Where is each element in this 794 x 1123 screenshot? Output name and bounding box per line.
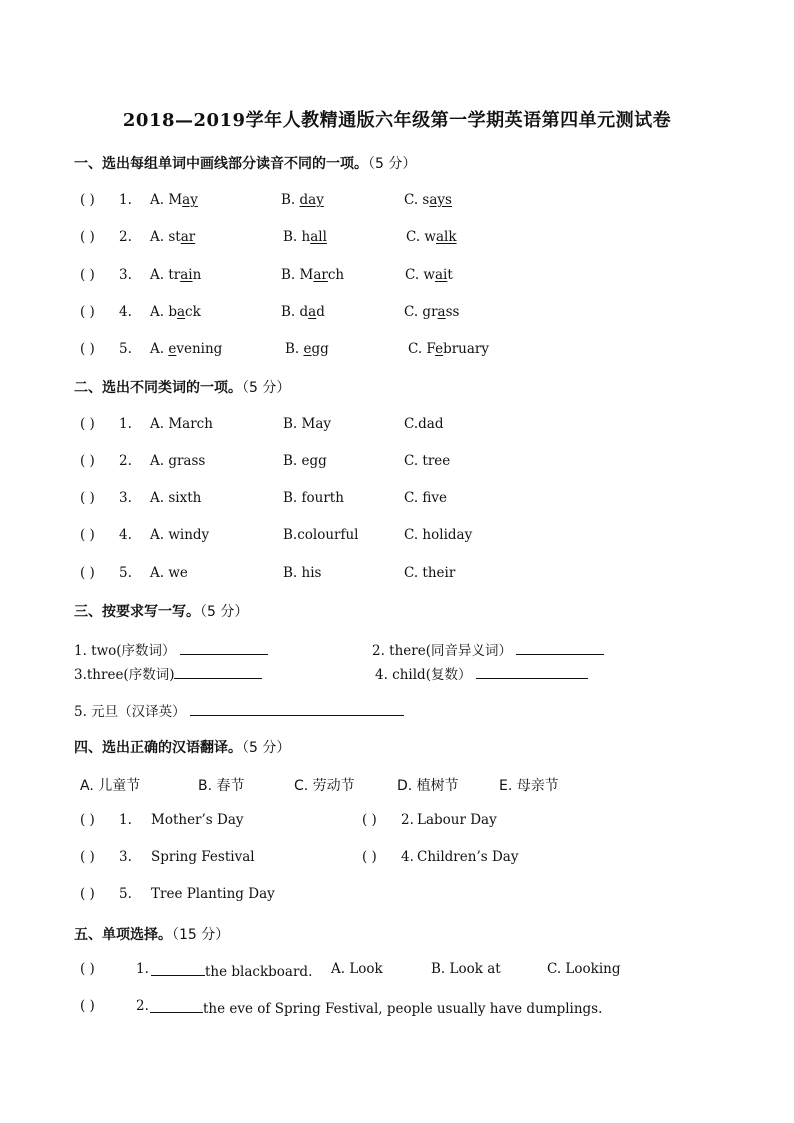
answer-bracket[interactable]: ( ) — [80, 267, 95, 283]
fill-question-3: 3.three(序数词) — [74, 663, 262, 683]
option-a: A. star — [150, 229, 196, 245]
answer-bracket[interactable]: ( ) — [80, 453, 95, 469]
fill-question-2: 2. there(同音异义词） — [372, 639, 604, 659]
answer-blank-2[interactable] — [516, 640, 604, 655]
option-c: C. says — [404, 192, 452, 208]
underlined-letters: a — [308, 304, 317, 320]
option-a: A. evening — [150, 341, 223, 357]
option-c: C.dad — [404, 416, 444, 432]
translation-option-c: C. 劳动节 — [294, 778, 355, 794]
answer-bracket[interactable]: ( ) — [80, 849, 95, 865]
answer-bracket[interactable]: ( ) — [80, 998, 95, 1014]
section-1-heading: 一、选出每组单词中画线部分读音不同的一项。（5 分） — [74, 156, 417, 172]
option-b: B. May — [283, 416, 332, 432]
option-c: C. holiday — [404, 527, 473, 543]
option-b: B. egg — [283, 453, 327, 469]
underlined-letters: ai — [435, 267, 448, 283]
answer-bracket[interactable]: ( ) — [80, 304, 95, 320]
section-5-heading: 五、单项选择。（15 分） — [74, 927, 230, 943]
option-c: C. their — [404, 565, 456, 581]
answer-bracket[interactable]: ( ) — [80, 416, 95, 432]
underlined-letters: ays — [429, 192, 452, 208]
answer-bracket[interactable]: ( ) — [362, 849, 377, 865]
option-a: A. we — [150, 565, 188, 581]
underlined-letters: e — [168, 341, 177, 357]
option-a: A. May — [150, 192, 198, 208]
option-a: A. train — [150, 267, 202, 283]
answer-blank-3[interactable] — [174, 664, 262, 679]
option-c: C. tree — [404, 453, 451, 469]
translation-option-a: A. 儿童节 — [80, 778, 141, 794]
underlined-letters: a — [437, 304, 446, 320]
option-b: B.colourful — [283, 527, 359, 543]
answer-bracket[interactable]: ( ) — [80, 886, 95, 902]
underlined-letters: e — [435, 341, 444, 357]
fill-question-5: 5. 元旦（汉译英） — [74, 700, 404, 720]
translation-option-b: B. 春节 — [198, 778, 245, 794]
option-a: A. windy — [150, 527, 210, 543]
option-a: A. grass — [150, 453, 206, 469]
option-b: B. day — [281, 192, 324, 208]
answer-bracket[interactable]: ( ) — [80, 812, 95, 828]
answer-bracket[interactable]: ( ) — [80, 527, 95, 543]
underlined-letters: ar — [313, 267, 328, 283]
page-title: 2018—2019学年人教精通版六年级第一学期英语第四单元测试卷 — [122, 110, 672, 131]
option-c: C. February — [408, 341, 489, 357]
underlined-letters: e — [303, 341, 312, 357]
option-a: A. back — [150, 304, 201, 320]
section-2-heading: 二、选出不同类词的一项。（5 分） — [74, 380, 291, 396]
option-a: A. March — [150, 416, 213, 432]
underlined-letters: ai — [180, 267, 193, 283]
underlined-letters: ar — [180, 229, 196, 245]
option-b: B. egg — [285, 341, 329, 357]
option-c: C. grass — [404, 304, 460, 320]
fill-question-1: 1. two(序数词） — [74, 639, 268, 659]
choice-option-c: C. Looking — [547, 961, 621, 977]
underlined-letters: all — [310, 229, 327, 245]
answer-blank-4[interactable] — [476, 664, 588, 679]
choice-option-b: B. Look at — [431, 961, 501, 977]
answer-blank-1[interactable] — [180, 640, 268, 655]
answer-bracket[interactable]: ( ) — [362, 812, 377, 828]
answer-bracket[interactable]: ( ) — [80, 961, 95, 977]
answer-bracket[interactable]: ( ) — [80, 229, 95, 245]
answer-bracket[interactable]: ( ) — [80, 341, 95, 357]
option-b: B. March — [281, 267, 345, 283]
option-c: C. walk — [406, 229, 457, 245]
underlined-letters: alk — [436, 229, 457, 245]
translation-option-d: D. 植树节 — [397, 778, 459, 794]
translation-option-e: E. 母亲节 — [499, 778, 559, 794]
underlined-letters: day — [299, 192, 324, 208]
section-4-heading: 四、选出正确的汉语翻译。（5 分） — [74, 740, 291, 756]
underlined-letters: ay — [182, 192, 198, 208]
answer-blank[interactable] — [151, 961, 205, 976]
answer-bracket[interactable]: ( ) — [80, 565, 95, 581]
option-b: B. his — [283, 565, 322, 581]
option-a: A. sixth — [150, 490, 202, 506]
choice-option-a: A. Look — [331, 961, 383, 977]
fill-question-4: 4. child(复数） — [375, 663, 588, 683]
underlined-letters: a — [176, 304, 186, 320]
section-3-heading: 三、按要求写一写。（5 分） — [74, 604, 249, 620]
answer-bracket[interactable]: ( ) — [80, 490, 95, 506]
option-b: B. fourth — [283, 490, 344, 506]
option-b: B. dad — [281, 304, 325, 320]
answer-blank[interactable] — [150, 998, 203, 1013]
answer-blank-5[interactable] — [190, 701, 404, 716]
option-c: C. wait — [405, 267, 453, 283]
option-c: C. five — [404, 490, 448, 506]
answer-bracket[interactable]: ( ) — [80, 192, 95, 208]
option-b: B. hall — [283, 229, 327, 245]
